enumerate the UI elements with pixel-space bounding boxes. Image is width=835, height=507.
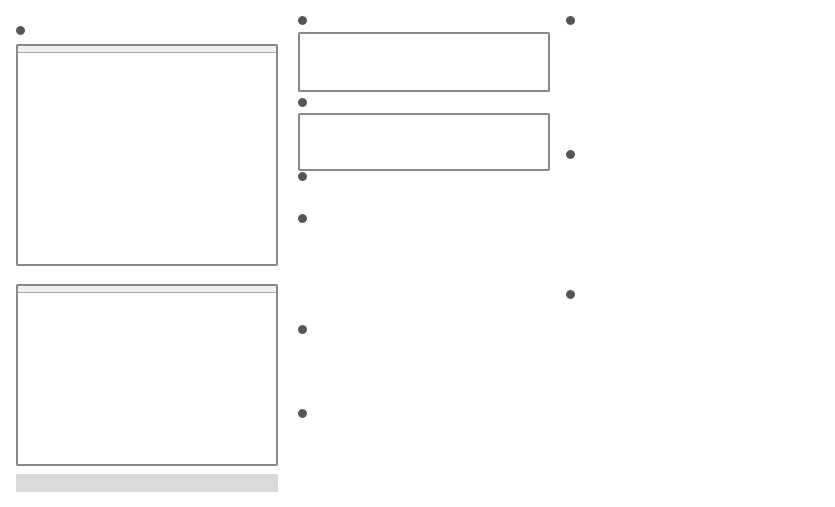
bible-heading xyxy=(566,150,579,159)
service-2-title xyxy=(18,286,276,293)
footer-banner xyxy=(16,474,278,492)
meal-heading xyxy=(298,325,311,334)
bullet-icon xyxy=(298,214,307,223)
service-1-box xyxy=(16,44,278,266)
bullet-icon xyxy=(16,26,25,35)
service-1-title xyxy=(18,46,276,53)
wednesday-heading xyxy=(298,16,311,25)
prayer-heading xyxy=(566,16,579,25)
bullet-icon xyxy=(566,16,575,25)
mission-heading xyxy=(566,290,579,299)
bullet-icon xyxy=(566,290,575,299)
bullet-icon xyxy=(298,409,307,418)
volunteer-heading xyxy=(298,214,311,223)
friday-box xyxy=(298,113,550,171)
bullet-icon xyxy=(566,150,575,159)
bullet-icon xyxy=(298,325,307,334)
worship-order-heading xyxy=(16,26,278,35)
bullet-icon xyxy=(298,98,307,107)
events-heading xyxy=(298,409,311,418)
interpretation-note xyxy=(18,293,276,294)
service-2-box xyxy=(16,284,278,466)
wednesday-box xyxy=(298,32,550,92)
bullet-icon xyxy=(298,172,307,181)
bullet-icon xyxy=(298,16,307,25)
friday-heading xyxy=(298,98,311,107)
praise-heading xyxy=(298,172,311,181)
